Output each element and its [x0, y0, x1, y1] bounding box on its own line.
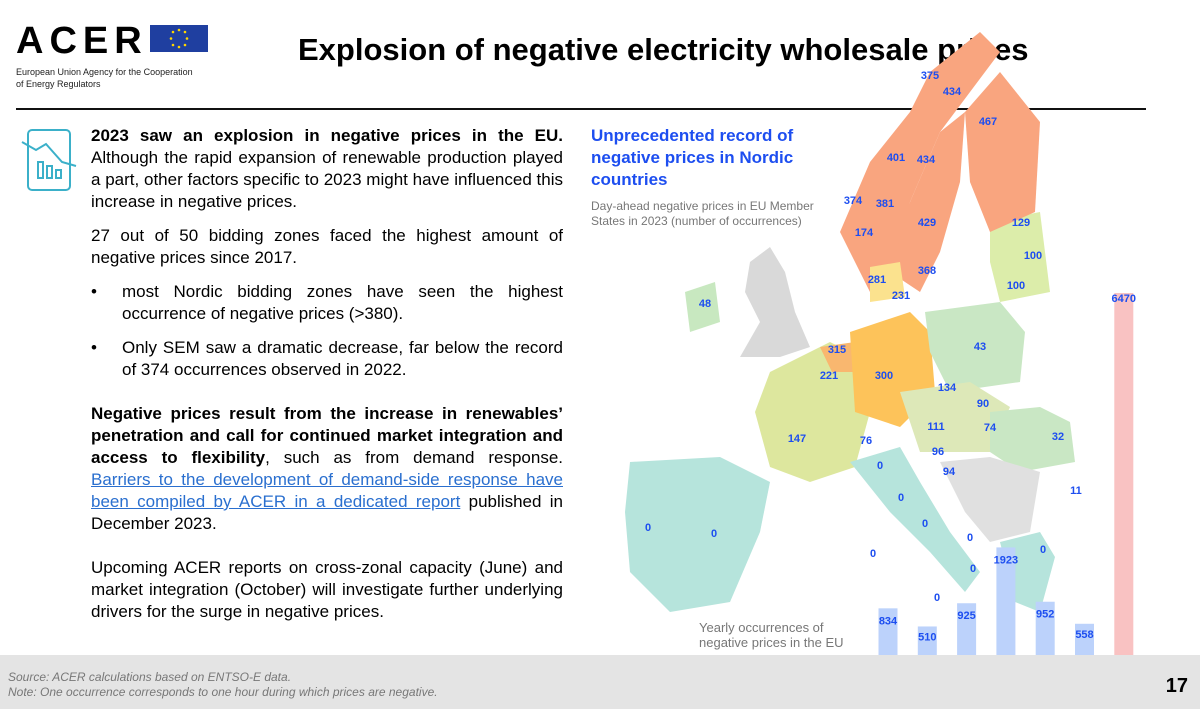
map-label: 434 [916, 154, 936, 166]
page-number: 17 [1165, 675, 1188, 697]
map-label: 111 [927, 421, 945, 433]
eu-flag-icon [150, 25, 208, 52]
map-label: 0 [969, 563, 977, 575]
map-label: 94 [942, 466, 956, 478]
bar-value-label: 952 [1036, 608, 1055, 621]
map-label: 0 [869, 548, 877, 560]
bar-value-label: 510 [918, 631, 937, 644]
map-regions [625, 32, 1075, 612]
bar-value-label: 558 [1075, 628, 1094, 641]
map-label: 0 [933, 592, 941, 604]
p3-end: published in December 2023. [91, 492, 564, 533]
map-label: 0 [710, 528, 718, 540]
map-label: 32 [1051, 431, 1065, 443]
region-finland [965, 72, 1040, 232]
bullet-2: • Only SEM saw a dramatic decrease, far below the record of 374 occurrences observed in 2022. [91, 337, 563, 381]
p2: 27 out of 50 bidding zones faced the highest amount of negative prices since 2017. [91, 226, 563, 267]
p1-rest: Although the rapid expansion of renewable production played a part, other factors specific to 2023 might have influenced this increase in negative prices. [91, 148, 563, 211]
map-label: 76 [859, 435, 873, 447]
chart-title: Yearly occurrences of negative prices in the EU [699, 620, 844, 650]
map-label: 429 [917, 217, 937, 229]
europe-map [570, 12, 1200, 655]
logo-wordmark: ACER [16, 20, 148, 62]
p1-bold: 2023 saw an explosion in negative prices in the EU. [91, 126, 563, 145]
map-label: 100 [1023, 250, 1043, 262]
map-label: 0 [966, 532, 974, 544]
map-label: 174 [854, 227, 874, 239]
p3-bold: Negative prices result from the increase in renewables’ penetration and call for continued market integration and access to flexibility [91, 404, 563, 467]
map-label: 48 [698, 298, 712, 310]
bar-value-label: 834 [878, 615, 898, 628]
map-label: 401 [886, 152, 906, 164]
p3-mid: , such as from demand response. [265, 448, 564, 467]
map-label: 43 [973, 341, 987, 353]
p4: Upcoming ACER reports on cross-zonal capacity (June) and market integration (October) will investigate further underlying drivers for the surge in negative prices. [91, 558, 563, 621]
map-label: 100 [1006, 280, 1026, 292]
map-label: 11 [1070, 485, 1082, 497]
map-label: 281 [867, 274, 887, 286]
map-label: 368 [917, 265, 937, 277]
map-label: 90 [976, 398, 990, 410]
bar-value-label: 6470 [1111, 293, 1137, 305]
bar-value-label: 925 [957, 610, 976, 623]
logo-subtitle-1: European Union Agency for the Cooperation [16, 67, 193, 77]
page-title: Explosion of negative electricity wholesale prices [298, 32, 1029, 67]
acer-logo [16, 22, 193, 90]
map-subhead: Unprecedented record of negative prices in Nordic countries [591, 126, 794, 189]
map-label: 0 [921, 518, 929, 530]
region-uk [740, 247, 810, 357]
map-label: 0 [1039, 544, 1047, 556]
map-label: 0 [876, 460, 884, 472]
map-label: 0 [644, 522, 652, 534]
map-label: 134 [937, 382, 957, 394]
footer [0, 655, 1200, 709]
map-label: 147 [787, 433, 807, 445]
bar-value-label: 1923 [993, 554, 1019, 567]
map-note: Day-ahead negative prices in EU Member States in 2023 (number of occurrences) [591, 199, 814, 228]
bar-2023 [1114, 293, 1133, 655]
map-label: 129 [1011, 217, 1031, 229]
footnote: Note: One occurrence corresponds to one hour during which prices are negative. [8, 685, 438, 699]
map-label: 300 [874, 370, 894, 382]
map-label: 74 [983, 422, 997, 434]
map-label: 315 [827, 344, 847, 356]
map-label: 375 [920, 70, 940, 82]
body-text [91, 125, 563, 635]
map-label: 374 [843, 195, 863, 207]
map-label: 434 [942, 86, 962, 98]
map-label: 231 [891, 290, 911, 302]
map-label: 221 [819, 370, 839, 382]
map-label: 467 [978, 116, 998, 128]
report-link[interactable]: Barriers to the development of demand-side response have been compiled by ACER in a dedicated report [91, 470, 563, 511]
map-label: 96 [931, 446, 945, 458]
logo-subtitle-2: of Energy Regulators [16, 79, 101, 89]
map-label: 381 [875, 198, 895, 210]
chart-down-phone-icon [18, 128, 84, 199]
bullet-1: • most Nordic bidding zones have seen the highest occurrence of negative prices (>380). [91, 281, 563, 325]
region-iberia [625, 457, 770, 612]
source-note: Source: ACER calculations based on ENTSO-E data. [8, 670, 292, 684]
map-label: 0 [897, 492, 905, 504]
